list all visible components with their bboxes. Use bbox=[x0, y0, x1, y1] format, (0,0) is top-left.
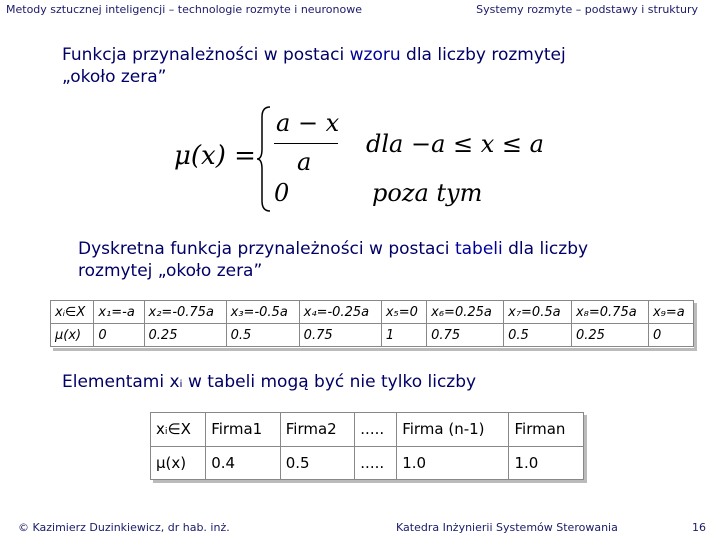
table-cell: 0 bbox=[648, 324, 693, 347]
table-cell: x₈=0.75a bbox=[571, 301, 648, 324]
table-cell: 0.75 bbox=[299, 324, 381, 347]
formula-condition1: dla −a ≤ x ≤ a bbox=[366, 130, 544, 158]
discrete-membership-table bbox=[50, 300, 694, 348]
table-cell: x₂=-0.75a bbox=[144, 301, 226, 324]
page-number: 16 bbox=[692, 521, 706, 534]
footer-author: © Kazimierz Duzinkiewicz, dr hab. inż. bbox=[18, 521, 230, 534]
heading-text: Funkcja przynależności w postaci bbox=[62, 45, 350, 65]
table-cell: xᵢ∈X bbox=[151, 413, 206, 447]
table-cell: x₆=0.25a bbox=[427, 301, 504, 324]
table-cell: 0.5 bbox=[504, 324, 572, 347]
table-cell: x₉=a bbox=[648, 301, 693, 324]
table-row bbox=[51, 301, 694, 324]
firm-membership-table bbox=[150, 412, 584, 480]
heading-text-end: dla liczby rozmytej bbox=[400, 45, 566, 65]
header-left-title: Metody sztucznej inteligencji – technologie rozmyte i neuronowe bbox=[6, 3, 363, 16]
fraction-bar bbox=[274, 143, 338, 144]
heading-highlight: wzoru bbox=[349, 45, 401, 65]
heading-line2: „około zera” bbox=[62, 67, 167, 87]
table-cell: Firman bbox=[509, 413, 584, 447]
section-elements-heading: Elementami xᵢ w tabeli mogą być nie tylko liczby bbox=[62, 372, 477, 392]
table-cell: 0.75 bbox=[427, 324, 504, 347]
header-right-title: Systemy rozmyte – podstawy i struktury bbox=[476, 3, 698, 16]
table-cell: x₃=-0.5a bbox=[226, 301, 299, 324]
heading-line2: rozmytej „około zera” bbox=[78, 261, 263, 281]
left-brace-icon bbox=[256, 105, 272, 213]
section-table-heading bbox=[78, 238, 678, 282]
heading-text: Dyskretna funkcja przynależności w postaci bbox=[78, 239, 455, 259]
table-cell: ..... bbox=[355, 413, 397, 447]
table-cell: μ(x) bbox=[51, 324, 94, 347]
table-cell: Firma2 bbox=[280, 413, 355, 447]
heading-text-end: dla liczby bbox=[502, 239, 589, 259]
table-cell: Firma (n-1) bbox=[397, 413, 509, 447]
formula-denominator: a bbox=[297, 148, 312, 176]
membership-formula bbox=[170, 103, 590, 213]
table-cell: μ(x) bbox=[151, 446, 206, 480]
table-cell: 1.0 bbox=[509, 446, 584, 480]
footer-department: Katedra Inżynierii Systemów Sterowania bbox=[396, 521, 618, 534]
table-cell: x₄=-0.25a bbox=[299, 301, 381, 324]
table-cell: 0.4 bbox=[206, 446, 281, 480]
table-cell: ..... bbox=[355, 446, 397, 480]
formula-numerator: a − x bbox=[276, 109, 340, 137]
table-cell: xᵢ∈X bbox=[51, 301, 94, 324]
table-cell: 0.5 bbox=[226, 324, 299, 347]
table-cell: Firma1 bbox=[206, 413, 281, 447]
formula-lhs: μ(x) = bbox=[174, 141, 256, 171]
table-cell: 1.0 bbox=[397, 446, 509, 480]
table-cell: 0 bbox=[94, 324, 144, 347]
table-cell: x₁=-a bbox=[94, 301, 144, 324]
table-cell: 0.25 bbox=[571, 324, 648, 347]
table-row bbox=[51, 324, 694, 347]
table-row bbox=[151, 413, 584, 447]
formula-value2: 0 bbox=[274, 179, 290, 207]
table-cell: 0.25 bbox=[144, 324, 226, 347]
table-cell: 0.5 bbox=[280, 446, 355, 480]
formula-condition2: poza tym bbox=[372, 179, 483, 207]
section-formula-heading bbox=[62, 44, 662, 88]
table-cell: x₇=0.5a bbox=[504, 301, 572, 324]
table-row bbox=[151, 446, 584, 480]
heading-highlight: tabeli bbox=[454, 239, 503, 259]
table-cell: 1 bbox=[381, 324, 426, 347]
table-cell: x₅=0 bbox=[381, 301, 426, 324]
